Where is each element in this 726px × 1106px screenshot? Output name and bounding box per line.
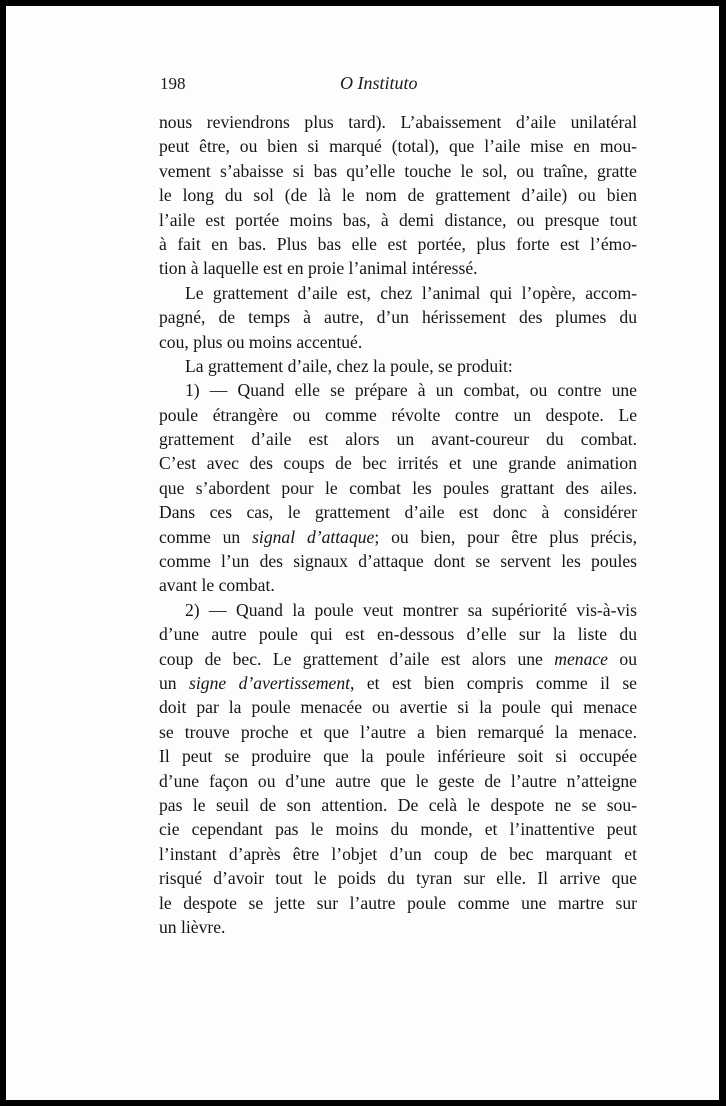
text-line: pas le seuil de son attention. De celà le despote ne se sou-	[159, 794, 637, 815]
text-line: à fait en bas. Plus bas elle est portée, plus forte est l’émo-	[159, 233, 637, 254]
text-line: vement s’abaisse si bas qu’elle touche le sol, ou traîne, gratte	[159, 160, 637, 181]
text-line: le long du sol (de là le nom de grattement d’aile) ou bien	[159, 185, 637, 206]
text-line: doit par la poule menacée ou avertie si la poule qui menace	[159, 697, 637, 718]
text-line: d’une autre poule qui est en-dessous d’elle sur la liste du	[159, 624, 637, 645]
text-segment: un	[159, 672, 190, 693]
text-line	[159, 671, 637, 695]
text-line: poule étrangère ou comme révolte contre un despote. Le	[159, 404, 637, 425]
text-line: l’instant d’après être l’objet d’un coup de bec marquant et	[159, 843, 637, 864]
text-line: risqué d’avoir tout le poids du tyran sur elle. Il arrive que	[159, 868, 637, 889]
text-line: que s’abordent pour le combat les poules grattant des ailes.	[159, 477, 637, 498]
text-line: cou, plus ou moins accentué.	[159, 331, 363, 352]
text-line: le despote se jette sur l’autre poule comme une martre sur	[159, 892, 637, 913]
text-line: peut être, ou bien si marqué (total), que l’aile mise en mou-	[159, 136, 637, 157]
text-line: cie cependant pas le moins du monde, et l’inattentive peut	[159, 819, 637, 840]
body-text	[159, 110, 637, 939]
text-line: La grattement d’aile, chez la poule, se produit:	[185, 355, 513, 376]
text-segment: coup de bec. Le grattement d’aile est alors une	[159, 648, 555, 669]
text-segment: comme un	[159, 526, 253, 547]
page-number: 198	[160, 74, 186, 93]
running-title: O Instituto	[340, 73, 418, 93]
emphasized-term: signe d’avertissement	[189, 672, 351, 693]
text-line: Il peut se produire que la poule inférieure soit si occupée	[159, 746, 637, 767]
text-line: Le grattement d’aile est, chez l’animal qui l’opère, accom-	[185, 282, 637, 303]
emphasized-term: menace	[554, 648, 608, 669]
text-line: un lièvre.	[159, 916, 226, 937]
text-line: nous reviendrons plus tard). L’abaissement d’aile unilatéral	[159, 112, 637, 132]
text-segment: , et est bien compris comme il se	[350, 672, 637, 693]
text-line: tion à laquelle est en proie l’animal intéressé.	[159, 258, 478, 279]
text-line: 2) — Quand la poule veut montrer sa supériorité vis-à-vis	[185, 599, 637, 620]
text-line: grattement d’aile est alors un avant-coureur du combat.	[159, 429, 637, 450]
text-line: C’est avec des coups de bec irrités et une grande animation	[159, 453, 637, 474]
text-line: l’aile est portée moins bas, à demi distance, ou presque tout	[159, 209, 637, 230]
text-segment: ; ou bien, pour être plus précis,	[374, 526, 637, 547]
text-line	[159, 647, 637, 671]
page-header	[160, 72, 638, 102]
text-line: avant le combat.	[159, 575, 275, 596]
book-page	[6, 6, 719, 1100]
emphasized-term: signal d’attaque	[252, 526, 375, 547]
text-line	[159, 525, 637, 549]
text-line: 1) — Quand elle se prépare à un combat, ou contre une	[185, 380, 637, 401]
text-line: se trouve proche et que l’autre a bien remarqué la menace.	[159, 721, 637, 742]
text-segment: ou	[608, 648, 637, 669]
text-line: pagné, de temps à autre, d’un hérissement des plumes du	[159, 307, 637, 328]
text-line: comme l’un des signaux d’attaque dont se servent les poules	[159, 551, 637, 572]
text-line: d’une façon ou d’une autre que le geste de l’autre n’atteigne	[159, 770, 637, 791]
text-line: Dans ces cas, le grattement d’aile est donc à considérer	[159, 502, 637, 523]
